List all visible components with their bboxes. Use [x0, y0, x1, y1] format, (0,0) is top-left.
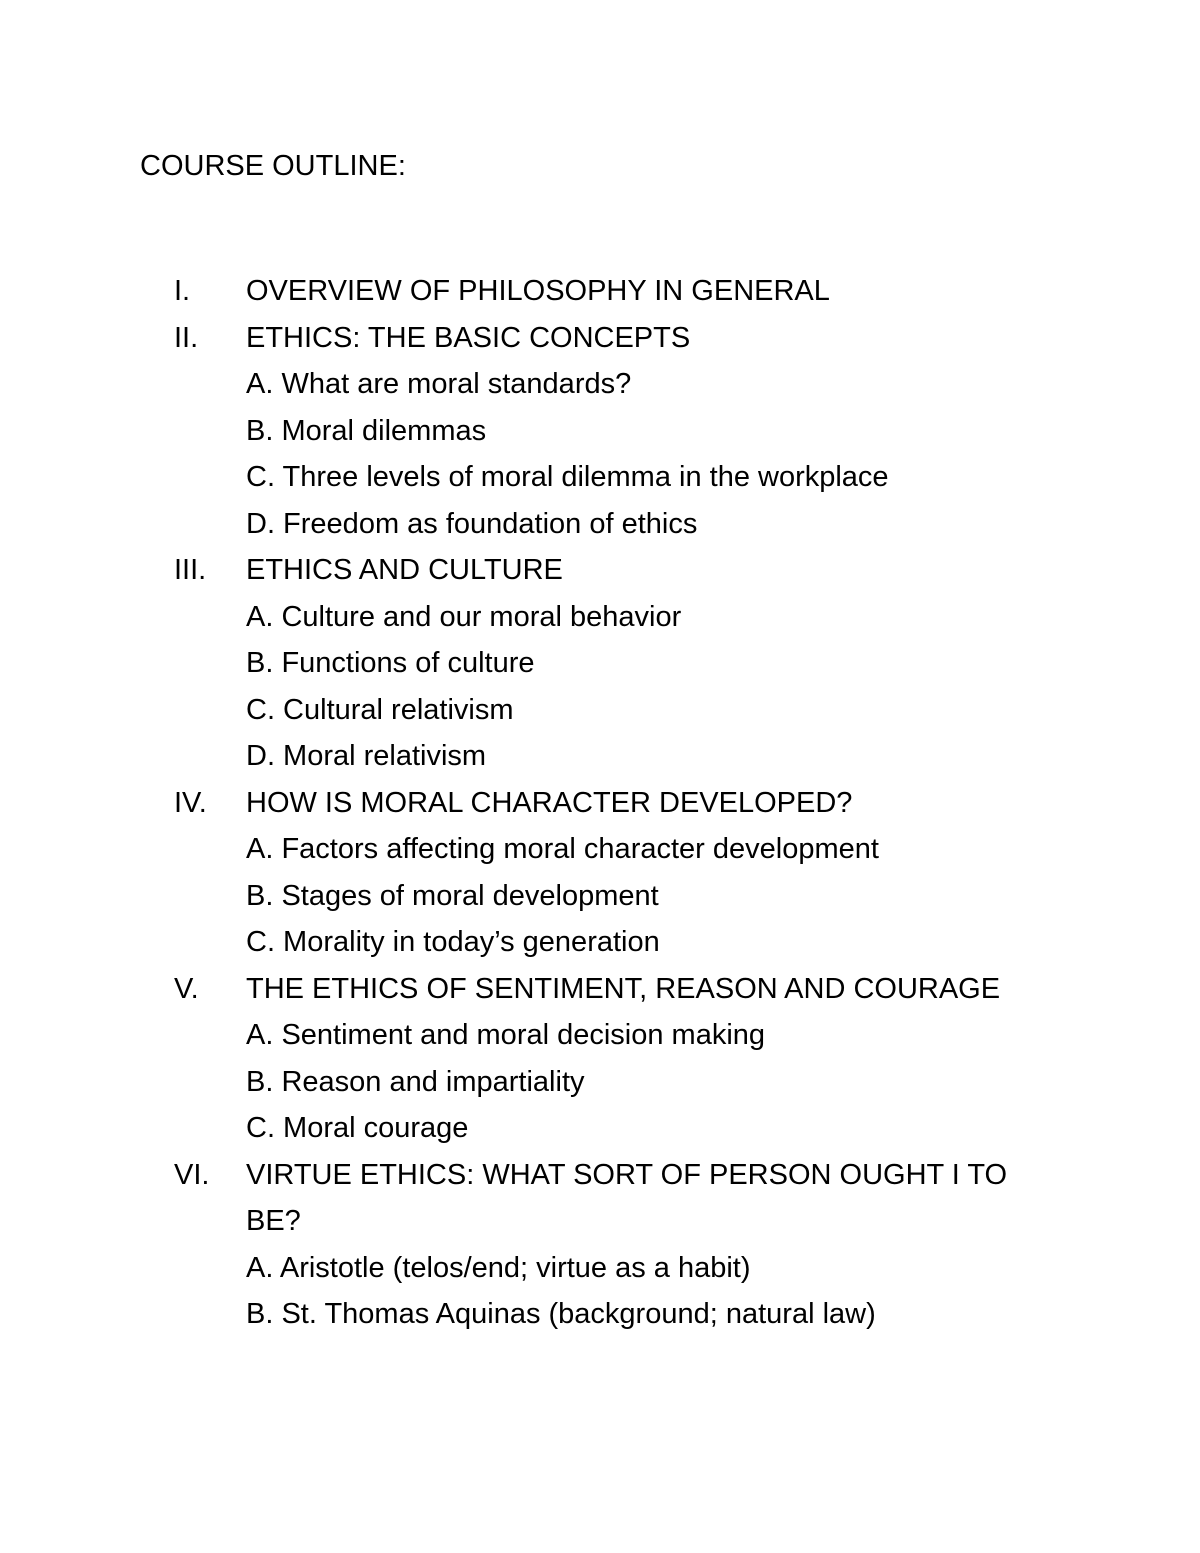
outline-text: OVERVIEW OF PHILOSOPHY IN GENERAL	[246, 275, 830, 307]
outline-item	[0, 364, 1200, 411]
outline-text: B. Moral dilemmas	[246, 414, 487, 447]
outline-item	[0, 597, 1200, 644]
outline-item	[0, 1201, 1200, 1248]
outline-text: A. Culture and our moral behavior	[246, 600, 682, 633]
outline-number: VI.	[174, 1158, 210, 1191]
outline-section	[0, 550, 1200, 597]
outline-section	[0, 318, 1200, 365]
outline-item	[0, 876, 1200, 923]
outline-text: A. What are moral standards?	[246, 368, 632, 400]
outline-section	[0, 1155, 1200, 1202]
outline-item	[0, 1108, 1200, 1155]
outline-text: BE?	[246, 1205, 301, 1237]
outline-number: V.	[174, 972, 199, 1005]
outline-number: II.	[174, 321, 199, 354]
outline-text: HOW IS MORAL CHARACTER DEVELOPED?	[246, 786, 853, 819]
outline-text: A. Sentiment and moral decision making	[246, 1019, 766, 1051]
course-outline-list	[0, 271, 1200, 1341]
outline-text: ETHICS: THE BASIC CONCEPTS	[246, 321, 691, 354]
outline-item	[0, 922, 1200, 969]
outline-item	[0, 457, 1200, 504]
outline-number: IV.	[174, 786, 207, 819]
outline-item	[0, 411, 1200, 458]
outline-text: B. Stages of moral development	[246, 879, 659, 912]
outline-item	[0, 1294, 1200, 1341]
outline-item	[0, 736, 1200, 783]
outline-text: B. Reason and impartiality	[246, 1065, 585, 1098]
outline-text: VIRTUE ETHICS: WHAT SORT OF PERSON OUGHT I TO	[246, 1158, 1008, 1191]
outline-text: C. Morality in today’s generation	[246, 926, 660, 958]
outline-text: A. Factors affecting moral character development	[246, 833, 879, 865]
document-heading: COURSE OUTLINE:	[140, 150, 406, 182]
outline-text: ETHICS AND CULTURE	[246, 554, 563, 586]
outline-item	[0, 1248, 1200, 1295]
outline-item	[0, 829, 1200, 876]
outline-text: D. Freedom as foundation of ethics	[246, 507, 698, 540]
outline-number: I.	[174, 275, 191, 307]
outline-text: C. Moral courage	[246, 1112, 469, 1144]
outline-section	[0, 271, 1200, 318]
outline-text: D. Moral relativism	[246, 740, 487, 772]
outline-text: B. St. Thomas Aquinas (background; natural law)	[246, 1298, 876, 1330]
outline-item	[0, 643, 1200, 690]
outline-item	[0, 504, 1200, 551]
outline-text: B. Functions of culture	[246, 647, 535, 679]
outline-number: III.	[174, 554, 207, 586]
outline-text: A. Aristotle (telos/end; virtue as a habit)	[246, 1251, 751, 1284]
outline-item	[0, 690, 1200, 737]
outline-item	[0, 1015, 1200, 1062]
outline-item	[0, 1062, 1200, 1109]
outline-text: THE ETHICS OF SENTIMENT, REASON AND COURAGE	[246, 972, 1001, 1005]
outline-section	[0, 783, 1200, 830]
outline-text: C. Cultural relativism	[246, 693, 514, 726]
outline-section	[0, 969, 1200, 1016]
outline-text: C. Three levels of moral dilemma in the workplace	[246, 461, 889, 493]
